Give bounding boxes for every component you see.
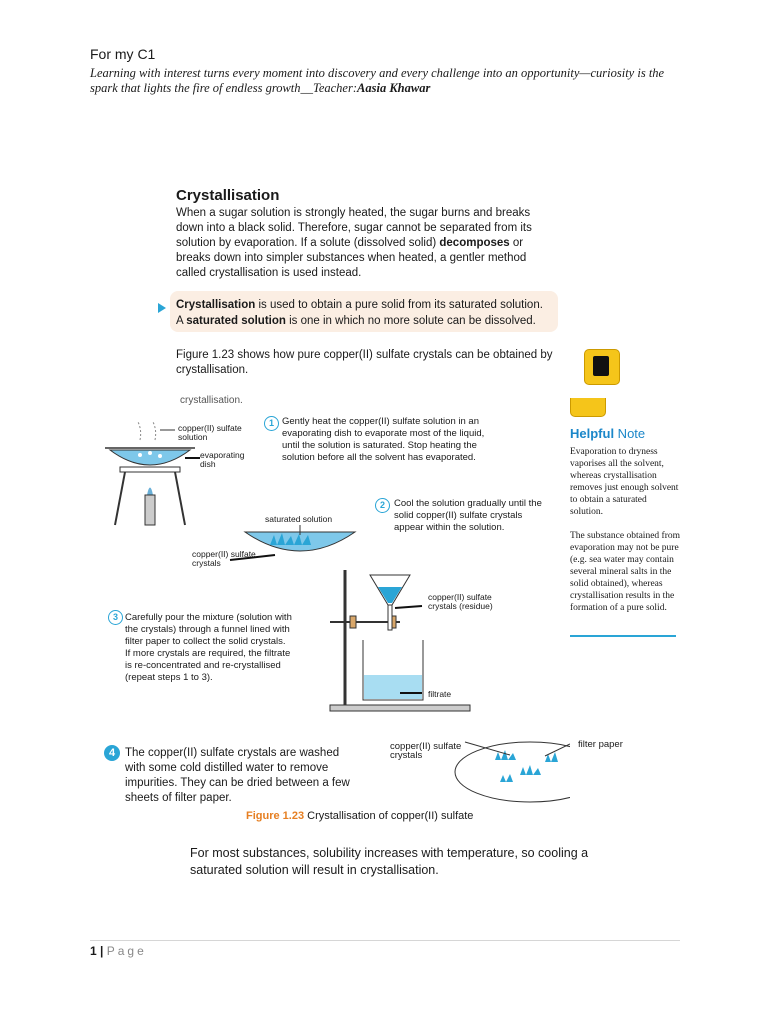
label-residue: copper(II) sulfate crystals (residue) bbox=[428, 592, 493, 611]
def1-term: Crystallisation bbox=[176, 299, 256, 311]
footer-divider bbox=[90, 940, 680, 941]
para-part-b: or breaks down into simpler substances when heated, a gentler method called crystallisation is used instead. bbox=[176, 237, 527, 279]
def2-rest: is one in which no more solute can be dissolved. bbox=[285, 315, 536, 327]
def1-rest: is used to obtain a pure solid from its saturated solution. bbox=[255, 299, 543, 311]
def2-term: saturated solution bbox=[186, 315, 286, 327]
label-crystals-2: copper(II) sulfate crystals bbox=[390, 741, 462, 761]
step-number-1: 1 bbox=[264, 416, 279, 431]
arrow-icon bbox=[158, 303, 166, 313]
label-dish: evaporating dish bbox=[200, 450, 245, 469]
note-icon-bottom bbox=[570, 398, 606, 417]
definition-text bbox=[176, 297, 556, 329]
section-title: Crystallisation bbox=[176, 187, 280, 204]
filter-paper-drawing bbox=[455, 742, 570, 802]
helpful-rest: Note bbox=[614, 426, 646, 441]
clipped-text: crystallisation. bbox=[180, 395, 243, 406]
header-quote bbox=[90, 66, 690, 96]
step-1-text: Gently heat the copper(II) sulfate solution in an evaporating dish to evaporate most of the liquid, until the solution is saturated. Stop heating the solution before all the solvent has evaporated. bbox=[282, 416, 485, 463]
intro-paragraph bbox=[176, 206, 556, 281]
label-filtrate: filtrate bbox=[428, 689, 452, 699]
step-2-text: Cool the solution gradually until the solid copper(II) sulfate crystals appear within the solution. bbox=[394, 498, 542, 533]
closing-paragraph: For most substances, solubility increases with temperature, so cooling a saturated solution will result in crystallisation. bbox=[190, 846, 589, 877]
figure-caption-text: Crystallisation of copper(II) sulfate bbox=[304, 810, 474, 822]
label-filter-paper: filter paper bbox=[578, 739, 623, 750]
para-part-a: When a sugar solution is strongly heated, the sugar burns and breaks down into a black solid. Therefore, sugar cannot be separated from its solution by evaporation. If a solute (dissolved solid) bbox=[176, 207, 532, 249]
label-saturated: saturated solution bbox=[265, 514, 333, 524]
label-solution: copper(II) sulfate solution bbox=[178, 423, 242, 442]
figure-number: Figure 1.23 bbox=[246, 810, 305, 822]
para-bold: decomposes bbox=[439, 237, 510, 249]
step-number-4: 4 bbox=[104, 745, 120, 761]
figure-caption bbox=[246, 810, 473, 822]
page-footer bbox=[90, 944, 147, 958]
teacher-name: Aasia Khawar bbox=[357, 81, 431, 95]
footer-separator: | bbox=[96, 944, 107, 958]
step-4-text: The copper(II) sulfate crystals are washed with some cold distilled water to remove impurities. They can be dried between a few sheets of filter paper. bbox=[125, 747, 350, 804]
helpful-bold: Helpful bbox=[570, 426, 615, 441]
def2-a: A bbox=[176, 315, 187, 327]
note-paragraph-2: The substance obtained from evaporation may not be pure (e.g. sea water may contain several mineral salts in the solid obtained), whereas crystallisation results in the formation of a pure solid. bbox=[570, 531, 681, 613]
note-paragraph-1: Evaporation to dryness vaporises all the solvent, whereas crystallisation removes just enough solvent to obtain a saturated solution. bbox=[570, 447, 679, 517]
note-divider bbox=[570, 635, 676, 637]
step-number-2: 2 bbox=[375, 498, 390, 513]
label-crystals: copper(II) sulfate crystals bbox=[192, 549, 256, 568]
helpful-note-title bbox=[570, 426, 645, 441]
page-header-title: For my C1 bbox=[90, 46, 156, 62]
note-icon-glyph bbox=[593, 356, 609, 376]
quote-text: Learning with interest turns every moment into discovery and every challenge into an opportunity—curiosity is the spark that lights the fire of endless growth__Teacher: bbox=[90, 66, 665, 95]
figure-intro: Figure 1.23 shows how pure copper(II) sulfate crystals can be obtained by crystallisation. bbox=[176, 349, 553, 376]
page-word: Page bbox=[106, 944, 147, 958]
step-number-3: 3 bbox=[108, 610, 123, 625]
step-3-text: Carefully pour the mixture (solution with the crystals) through a funnel lined with filter paper to collect the solid crystals. If more crystals are required, the filtrate is re-concentrated and re-crystallised (repeat steps 1 to 3). bbox=[125, 612, 292, 683]
page-number: 1 bbox=[90, 944, 97, 958]
